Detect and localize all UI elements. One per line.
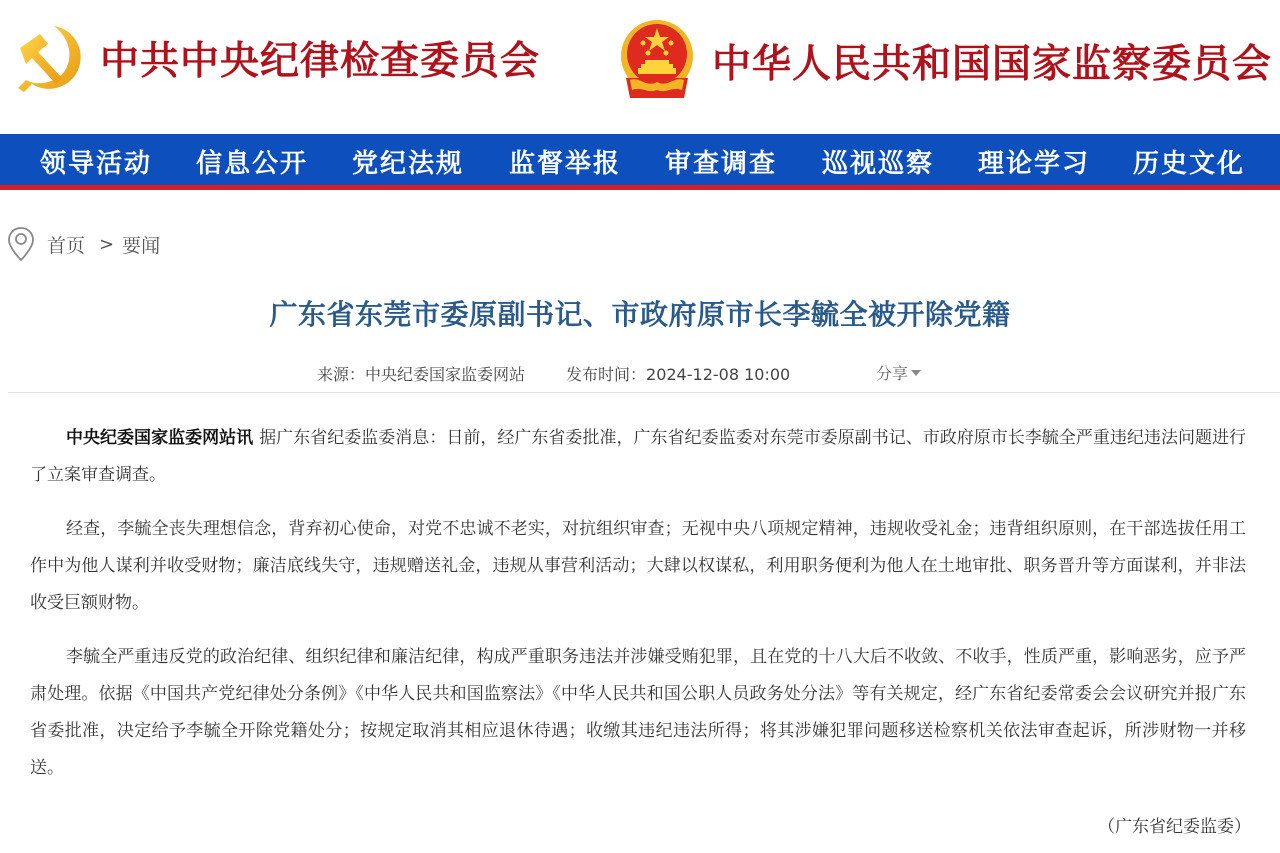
paragraph xyxy=(30,511,1246,622)
nav-item-info-disclosure[interactable]: 信息公开 xyxy=(196,149,309,179)
article-body xyxy=(30,420,1246,804)
location-pin-icon xyxy=(7,226,35,262)
caret-down-icon xyxy=(911,370,921,376)
paragraph-text: 经查，李毓全丧失理想信念，背弃初心使命，对党不忠诚不老实，对抗组织审查；无视中央八项规定精神，违规收受礼金；违背组织原则，在干部选拔任用工作中为他人谋利并收受财物；廉洁底线失守，违规赠送礼金，违规从事营利活动；大肆以权谋私，利用职务便利为他人在土地审批、职务晋升等方面谋利，并非法收受巨额财物。 xyxy=(30,519,1246,613)
nsc-title: 中华人民共和国国家监察委员会 xyxy=(712,41,1273,87)
ccdi-logo[interactable] xyxy=(10,18,540,98)
share-button[interactable] xyxy=(876,361,921,384)
divider xyxy=(8,392,1280,393)
article-source xyxy=(317,362,525,385)
article-time xyxy=(566,362,790,385)
party-emblem-icon xyxy=(10,18,88,98)
paragraph xyxy=(30,420,1246,494)
breadcrumb xyxy=(7,226,160,262)
breadcrumb-current[interactable]: 要闻 xyxy=(122,234,161,257)
breadcrumb-home[interactable]: 首页 xyxy=(47,234,86,257)
breadcrumb-separator: > xyxy=(99,233,115,255)
nav-item-theory[interactable]: 理论学习 xyxy=(978,149,1091,179)
share-label: 分享 xyxy=(876,364,909,383)
nav-item-inspection[interactable]: 巡视巡察 xyxy=(822,149,935,179)
main-nav xyxy=(0,134,1280,185)
nav-item-history[interactable]: 历史文化 xyxy=(1133,149,1246,179)
time-value: 2024-12-08 10:00 xyxy=(646,365,791,384)
nav-item-party-regulations[interactable]: 党纪法规 xyxy=(352,149,465,179)
article-signature: （广东省纪委监委） xyxy=(1098,817,1251,837)
nav-item-report[interactable]: 监督举报 xyxy=(509,149,622,179)
source-label: 来源： xyxy=(317,365,366,384)
paragraph xyxy=(30,639,1246,787)
nav-item-investigation[interactable]: 审查调查 xyxy=(665,149,778,179)
national-emblem-icon xyxy=(616,18,698,104)
paragraph-text: 李毓全严重违反党的政治纪律、组织纪律和廉洁纪律，构成严重职务违法并涉嫌受贿犯罪，且在党的十八大后不收敛、不收手，性质严重，影响恶劣，应予严肃处理。依据《中国共产党纪律处分条例》《中华人民共和国监察法》《中华人民共和国公职人员政务处分法》等有关规定，经广东省纪委常委会会议研究并报广东省委批准，决定给予李毓全开除党籍处分；按规定取消其相应退休待遇；收缴其违纪违法所得；将其涉嫌犯罪问题移送检察机关依法审查起诉，所涉财物一并移送。 xyxy=(30,647,1246,778)
site-header xyxy=(0,0,1280,134)
ccdi-title: 中共中央纪律检查委员会 xyxy=(100,38,541,84)
paragraph-text: 据广东省纪委监委消息：日前，经广东省委批准，广东省纪委监委对东莞市委原副书记、市政府原市长李毓全严重违纪违法问题进行了立案审查调查。 xyxy=(30,428,1247,485)
nsc-logo[interactable] xyxy=(616,18,1272,104)
source-value: 中央纪委国家监委网站 xyxy=(365,365,526,384)
nav-item-leadership[interactable]: 领导活动 xyxy=(40,149,153,179)
time-label: 发布时间： xyxy=(566,365,647,384)
article-title: 广东省东莞市委原副书记、市政府原市长李毓全被开除党籍 xyxy=(269,298,1011,331)
article-lead: 中央纪委国家监委网站讯 xyxy=(66,428,254,448)
nav-stripe xyxy=(0,185,1280,190)
